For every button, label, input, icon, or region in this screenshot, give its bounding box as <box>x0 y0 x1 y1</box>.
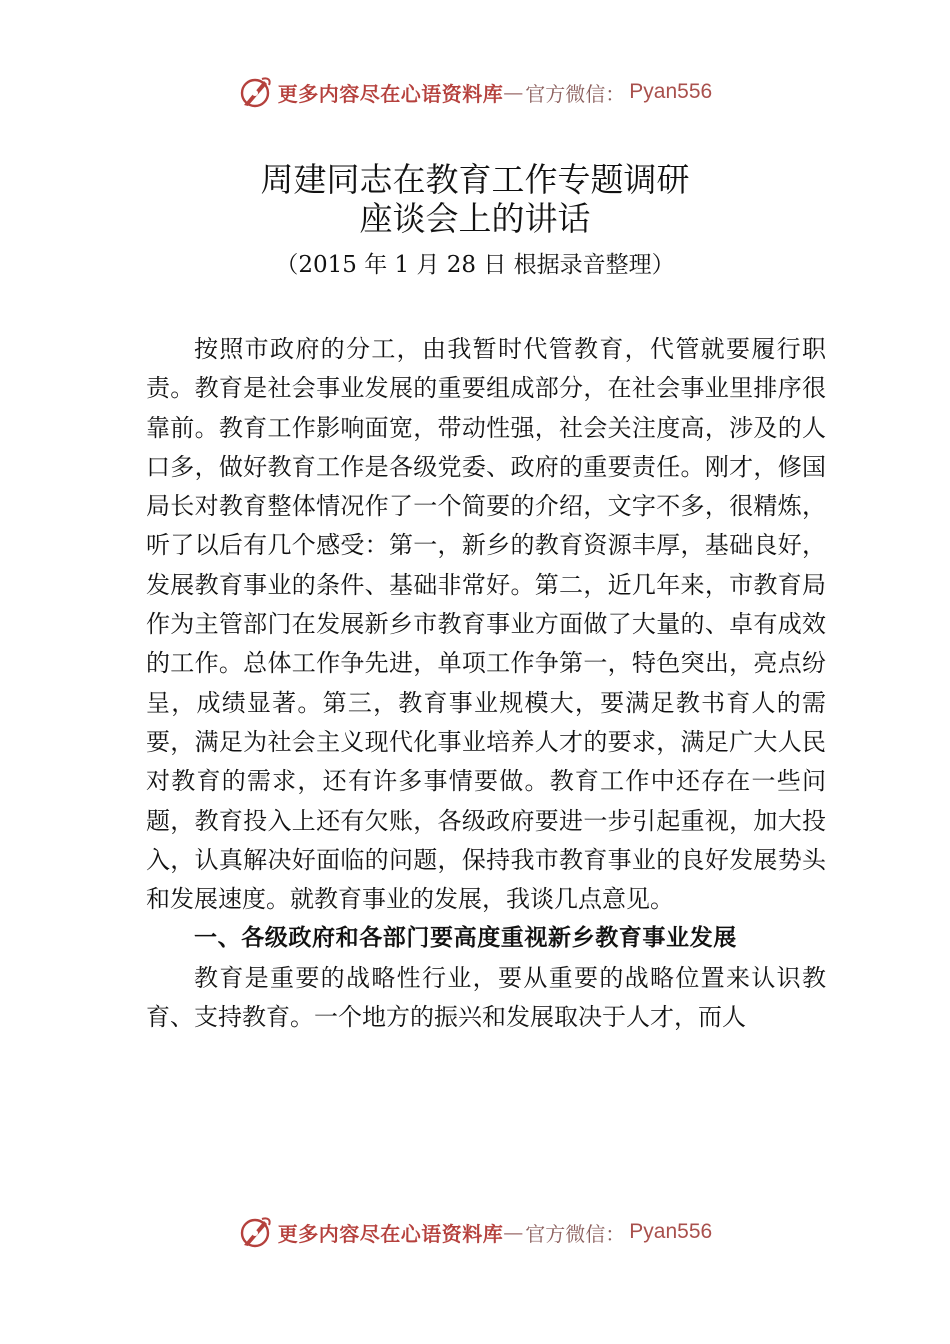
document-title-line2: 座谈会上的讲话 <box>359 199 591 238</box>
banner-wechat-id: Pyan556 <box>629 80 713 103</box>
banner-dash: — <box>503 1220 524 1244</box>
banner-wechat-label: 官方微信： <box>525 1221 626 1246</box>
document-subtitle: （2015 年 1 月 28 日 根据录音整理） <box>275 252 675 278</box>
section-heading: 一、各级政府和各部门要高度重视新乡教育事业发展 <box>194 925 737 952</box>
document-title-line1: 周建同志在教育工作专题调研 <box>260 160 690 199</box>
quill-pen-logo-icon <box>238 1215 272 1249</box>
document-body <box>146 330 826 1037</box>
body-paragraph: 按照市政府的分工，由我暂时代管教育，代管就要履行职责。教育是社会事业发展的重要组成部分，在社会事业里排序很靠前。教育工作影响面宽，带动性强，社会关注度高，涉及的人口多，做好教育工作是各级党委、政府的重要责任。刚才，修国局长对教育整体情况作了一个简要的介绍，文字不多，很精炼，听了以后有几个感受：第一，新乡的教育资源丰厚，基础良好，发展教育事业的条件、基础非常好。第二，近几年来，市教育局作为主管部门在发展新乡市教育事业方面做了大量的、卓有成效的工作。总体工作争先进，单项工作争第一，特色突出，亮点纷呈，成绩显著。第三，教育事业规模大，要满足教书育人的需要，满足为社会主义现代化事业培养人才的要求，满足广大人民对教育的需求，还有许多事情要做。教育工作中还存在一些问题，教育投入上还有欠账，各级政府要进一步引起重视，加大投入，认真解决好面临的问题，保持我市教育事业的良好发展势头和发展速度。就教育事业的发展，我谈几点意见。 <box>146 335 826 914</box>
banner-dash: — <box>503 80 524 104</box>
banner-wechat-label: 官方微信： <box>525 81 626 106</box>
banner-text: 更多内容尽在心语资料库 <box>277 1221 504 1246</box>
body-paragraph: 教育是重要的战略性行业，要从重要的战略位置来认识教育、支持教育。一个地方的振兴和发展取决于人才，而人 <box>146 963 826 1032</box>
banner-text: 更多内容尽在心语资料库 <box>277 81 504 106</box>
quill-pen-logo-icon <box>238 75 272 109</box>
footer-banner <box>0 1212 950 1252</box>
header-banner <box>0 72 950 112</box>
banner-wechat-id: Pyan556 <box>629 1220 713 1243</box>
